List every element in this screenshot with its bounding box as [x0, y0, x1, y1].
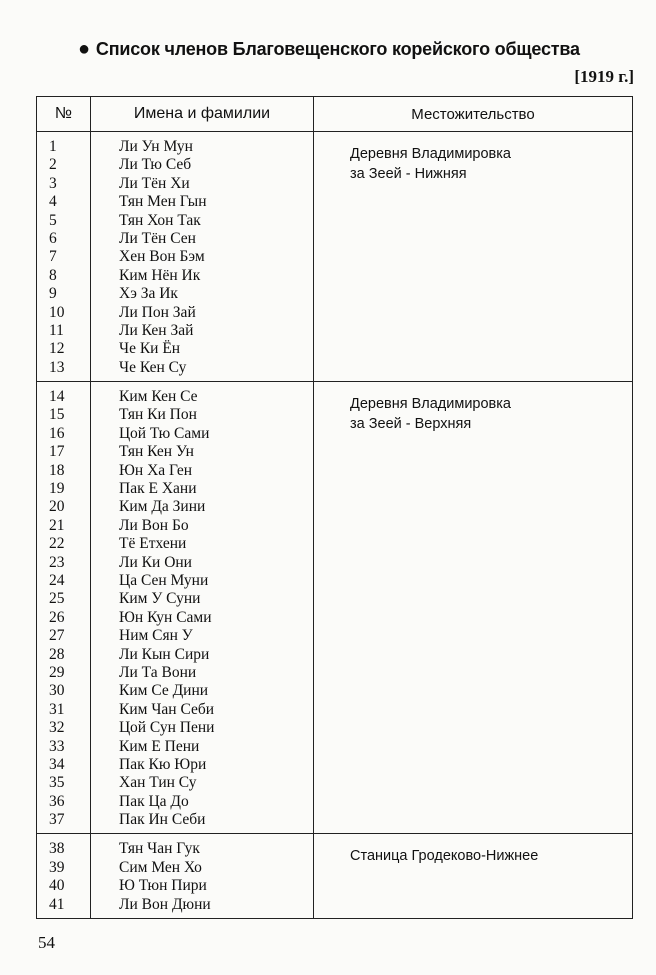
number-cell [37, 834, 91, 919]
member-number: 11 [49, 321, 64, 339]
member-name: Тян Кен Ун [119, 443, 194, 461]
residence-cell [314, 132, 633, 382]
member-name: Ли Тён Сен [119, 229, 196, 247]
member-number: 9 [49, 285, 57, 303]
member-name: Ким Е Пени [119, 737, 200, 755]
member-name: Ли Тю Себ [119, 156, 192, 174]
member-name: Тян Чан Гук [119, 840, 200, 858]
member-number: 24 [49, 571, 65, 589]
member-number: 34 [49, 755, 65, 773]
member-name: Ю Тюн Пири [119, 877, 207, 895]
member-name: Ли Вон Бо [119, 516, 189, 534]
member-number: 5 [49, 211, 57, 229]
member-name: Ли Ки Они [119, 553, 192, 571]
member-number: 30 [49, 682, 65, 700]
document-title [78, 38, 580, 61]
names-cell [91, 382, 314, 834]
member-number: 32 [49, 719, 65, 737]
member-number: 26 [49, 608, 65, 626]
member-number: 1 [49, 138, 57, 155]
member-number: 13 [49, 358, 65, 376]
member-number: 20 [49, 498, 65, 516]
member-number: 36 [49, 792, 65, 810]
member-name: Ким Се Дини [119, 682, 209, 700]
member-number: 40 [49, 877, 65, 895]
member-number: 23 [49, 553, 65, 571]
member-name: Че Кен Су [119, 358, 187, 376]
member-name: Хен Вон Бэм [119, 248, 205, 266]
member-number: 4 [49, 193, 57, 211]
member-name: Тян Хон Так [119, 211, 201, 229]
member-name: Ли Вон Дюни [119, 895, 211, 913]
member-number: 25 [49, 590, 65, 608]
names-cell [91, 132, 314, 382]
residence-line: Деревня Владимировка [350, 396, 511, 413]
member-name: Ли Тён Хи [119, 174, 190, 192]
member-number: 33 [49, 737, 65, 755]
table-row [37, 132, 633, 382]
bullet-icon: ● [78, 38, 90, 60]
table-row [37, 834, 633, 919]
member-number: 22 [49, 535, 65, 553]
member-name: Хэ За Ик [119, 285, 178, 303]
member-name: Ли Кын Сири [119, 645, 210, 663]
members-table [36, 96, 633, 919]
member-number: 8 [49, 266, 57, 284]
member-number: 41 [49, 895, 65, 913]
table-row [37, 382, 633, 834]
member-name: Ким У Суни [119, 590, 201, 608]
member-name: Цой Сун Пени [119, 719, 215, 737]
member-name: Ким Да Зини [119, 498, 206, 516]
member-number: 2 [49, 156, 57, 174]
member-name: Ним Сян У [119, 627, 193, 645]
member-name: Сим Мен Хо [119, 858, 202, 876]
residence-line: за Зеей - Верхняя [350, 416, 472, 433]
member-name: Ли Кен Зай [119, 321, 194, 339]
number-cell [37, 132, 91, 382]
member-name: Ца Сен Муни [119, 571, 209, 589]
member-name: Пак Е Хани [119, 480, 197, 498]
document-year: [1919 г.] [574, 67, 634, 86]
member-name: Тё Етхени [119, 535, 187, 553]
member-name: Ким Кен Се [119, 388, 198, 406]
member-number: 14 [49, 388, 65, 406]
member-number: 27 [49, 627, 65, 645]
title-text: Список членов Благовещенского корейского общества [95, 39, 580, 59]
member-name: Тян Ки Пон [119, 406, 197, 424]
member-number: 35 [49, 774, 65, 792]
member-number: 7 [49, 248, 57, 266]
residence-cell [314, 834, 633, 919]
member-name: Пак Кю Юри [119, 755, 207, 773]
member-number: 19 [49, 480, 65, 498]
member-name: Че Ки Ён [119, 340, 181, 358]
member-name: Тян Мен Гын [119, 193, 207, 211]
residence-line: Деревня Владимировка [350, 146, 511, 162]
member-name: Юн Ха Ген [119, 461, 193, 479]
column-header-residence: Местожительство [314, 97, 633, 132]
member-name: Цой Тю Сами [119, 424, 210, 442]
member-number: 16 [49, 424, 65, 442]
member-name: Ли Ун Мун [119, 138, 193, 155]
member-name: Хан Тин Су [119, 774, 197, 792]
member-number: 15 [49, 406, 65, 424]
page-number: 54 [38, 933, 55, 952]
table-header-row [37, 97, 633, 132]
column-header-names: Имена и фамилии [91, 97, 314, 132]
member-number: 39 [49, 858, 65, 876]
residence-line: Станица Гродеково-Нижнее [350, 848, 539, 865]
member-number: 17 [49, 443, 65, 461]
residence-cell [314, 382, 633, 834]
member-number: 37 [49, 811, 65, 829]
member-number: 18 [49, 461, 65, 479]
member-number: 3 [49, 174, 57, 192]
member-number: 38 [49, 840, 65, 858]
member-name: Ли Пон Зай [119, 303, 196, 321]
member-name: Пак Ин Себи [119, 811, 206, 829]
table-body [37, 132, 633, 919]
member-number: 31 [49, 700, 65, 718]
member-number: 10 [49, 303, 65, 321]
member-name: Ким Чан Себи [119, 700, 215, 718]
column-header-number: № [37, 97, 91, 132]
residence-line: за Зеей - Нижняя [350, 166, 467, 182]
member-name: Юн Кун Сами [119, 608, 212, 626]
member-name: Ли Та Вони [119, 663, 197, 681]
names-cell [91, 834, 314, 919]
member-name: Пак Ца До [119, 792, 189, 810]
member-name: Ким Нён Ик [119, 266, 201, 284]
member-number: 12 [49, 340, 65, 358]
member-number: 28 [49, 645, 65, 663]
member-number: 6 [49, 229, 57, 247]
member-number: 21 [49, 516, 65, 534]
member-number: 29 [49, 663, 65, 681]
number-cell [37, 382, 91, 834]
